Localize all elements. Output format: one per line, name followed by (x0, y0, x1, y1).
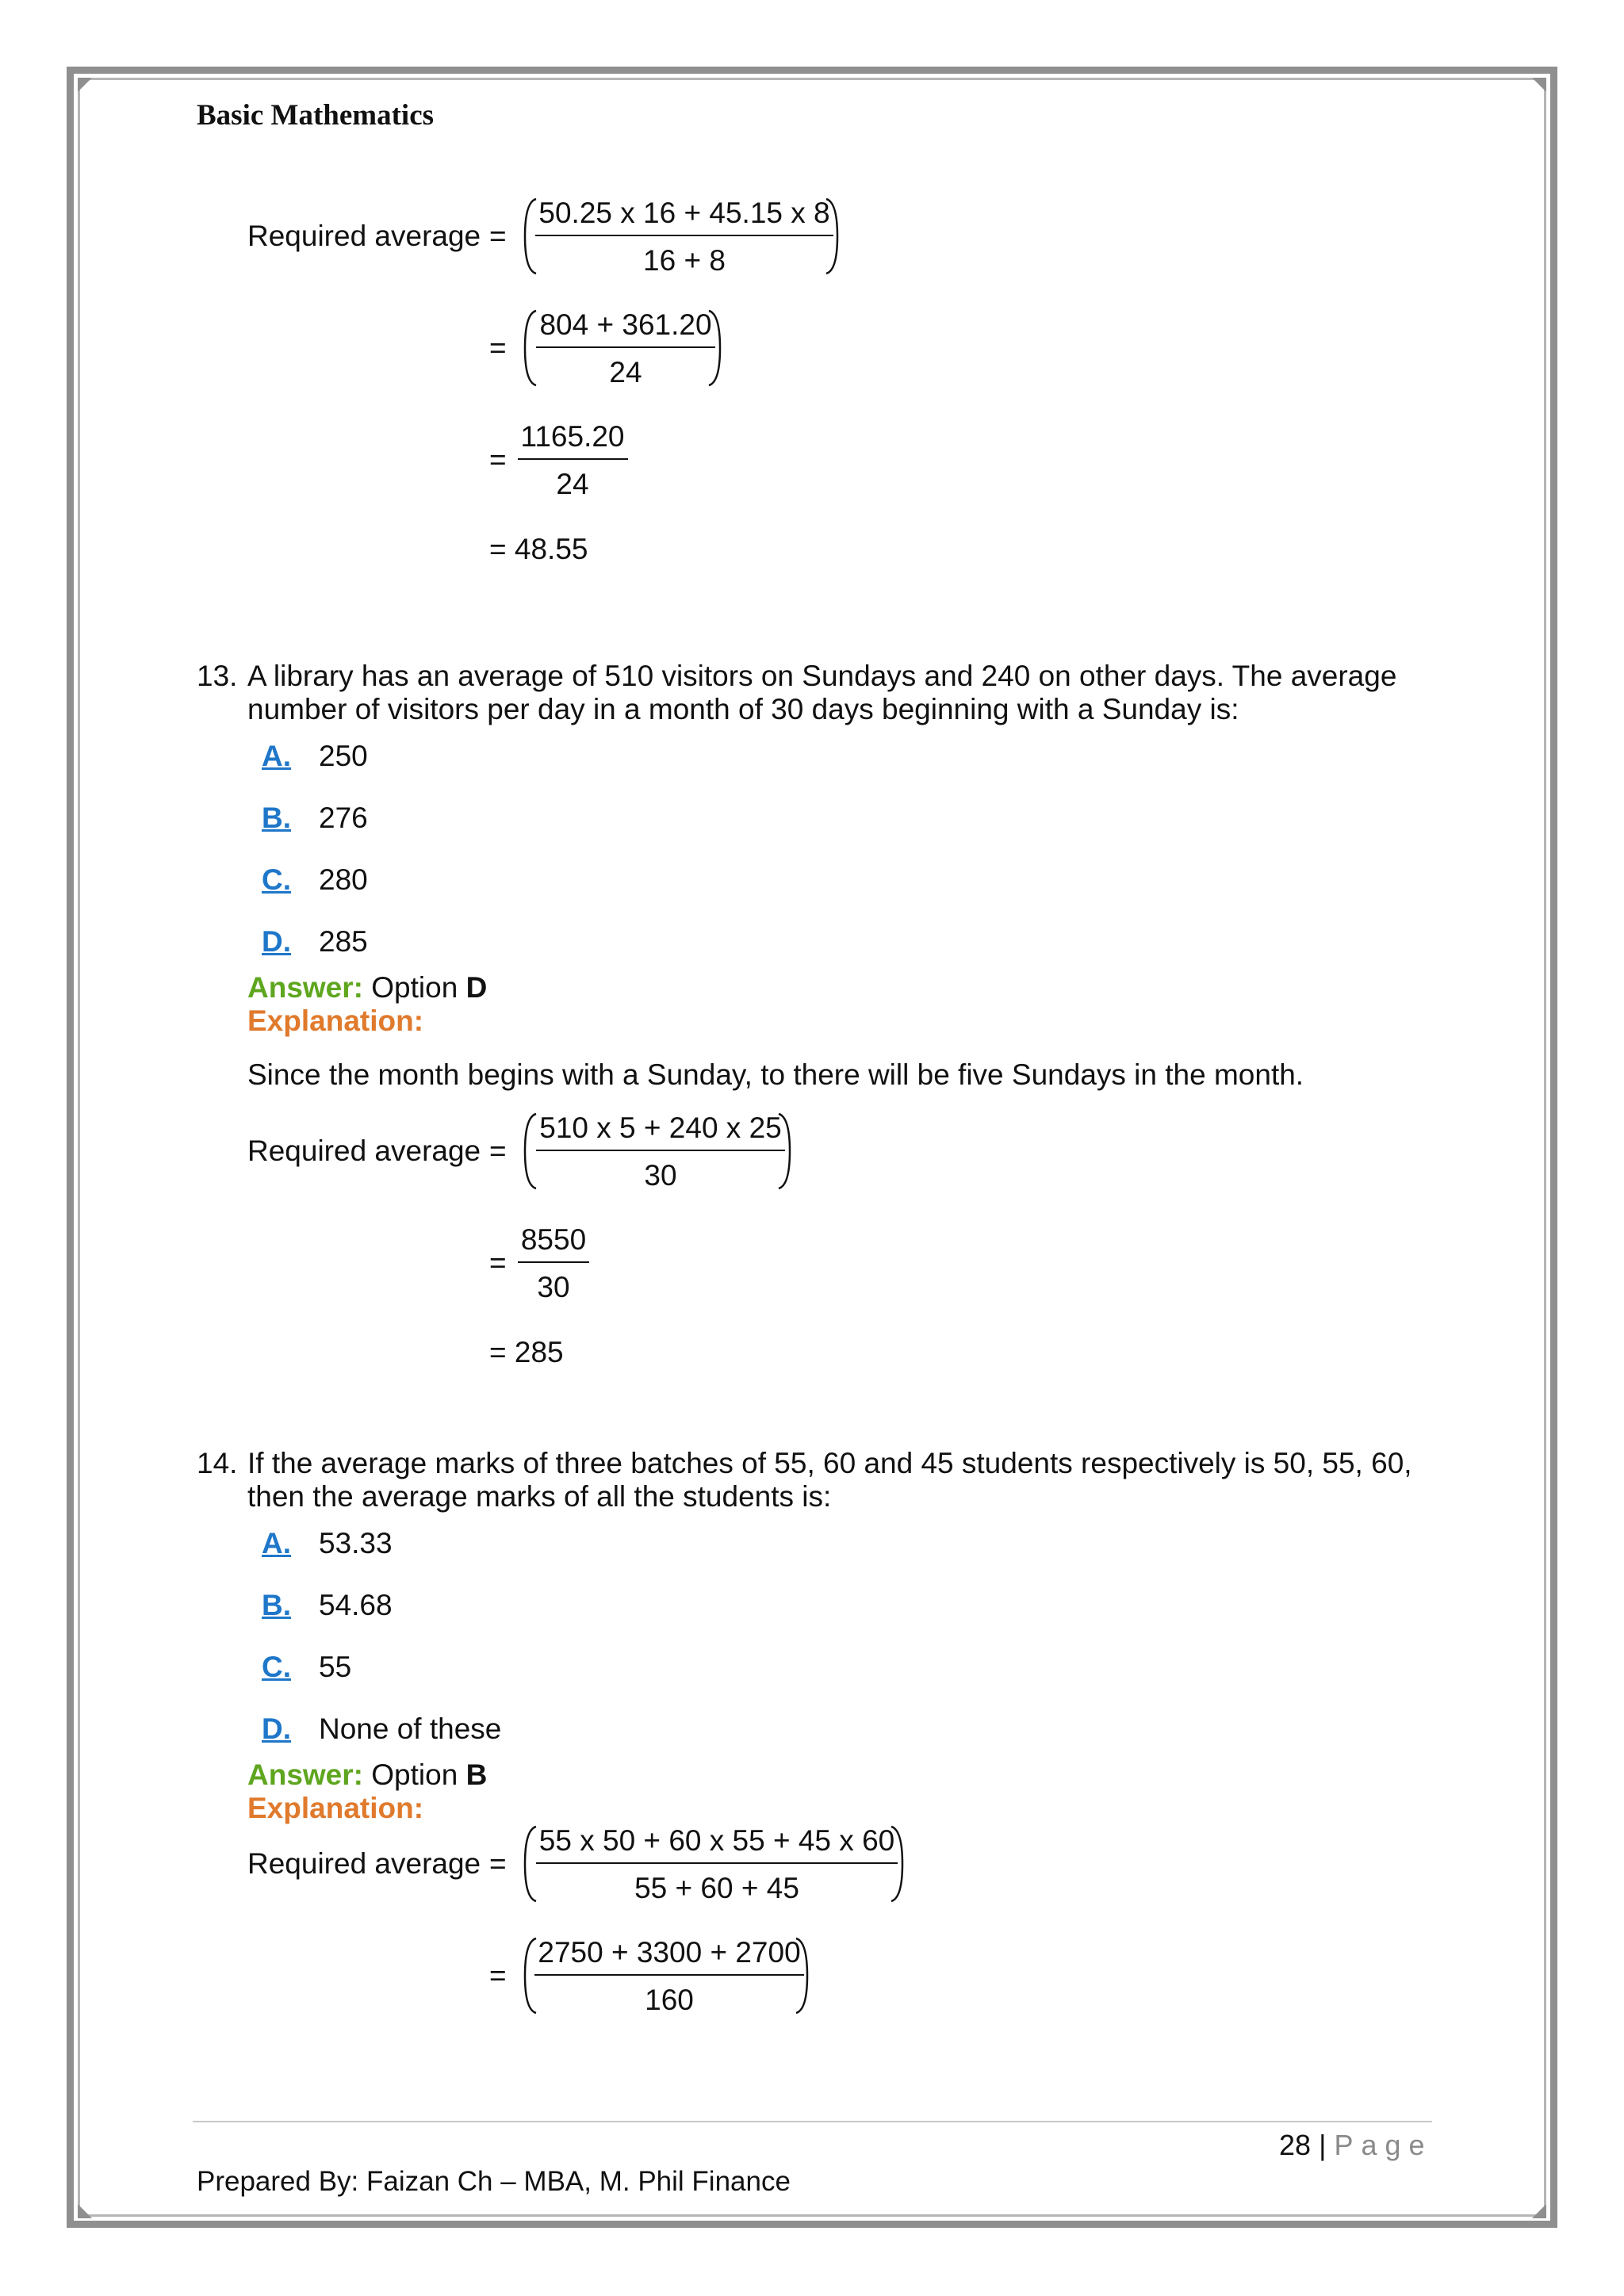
answer-text: Option (371, 1758, 458, 1791)
option-letter[interactable]: B. (262, 802, 291, 834)
q14-option-b[interactable] (262, 1588, 291, 1623)
q12-fraction-1-denominator: 16 + 8 (643, 244, 726, 277)
option-letter[interactable]: A. (262, 740, 291, 772)
page-header-title: Basic Mathematics (197, 99, 435, 132)
q13-option-a[interactable] (262, 739, 291, 774)
q12-fraction-3-denominator: 24 (556, 468, 589, 500)
corner-mark-bottom-right (1529, 2201, 1546, 2218)
q13-option-a-value: 250 (319, 740, 368, 772)
option-letter[interactable]: C. (262, 863, 291, 896)
footer-divider (193, 2121, 1432, 2122)
q13-equals-2: = (489, 1246, 507, 1279)
right-paren (823, 196, 842, 277)
q12-required-average-label: Required average (247, 220, 481, 252)
q13-option-c-value: 280 (319, 863, 368, 896)
q13-explanation-label (247, 1004, 423, 1039)
q12-fraction-1-numerator: 50.25 x 16 + 45.15 x 8 (535, 197, 833, 236)
q13-result: = 285 (489, 1336, 564, 1368)
q13-option-d[interactable] (262, 924, 291, 959)
q13-fraction-2 (519, 1223, 588, 1304)
q12-fraction-2-denominator: 24 (609, 356, 642, 388)
corner-mark-top-left (78, 78, 95, 95)
q13-fraction-1-denominator: 30 (644, 1159, 677, 1192)
answer-text: Option (371, 971, 458, 1004)
q12-result: = 48.55 (489, 533, 588, 565)
q14-number: 14. (197, 1447, 238, 1479)
q12-equals-3: = (489, 443, 507, 476)
right-paren (888, 1823, 907, 1904)
option-letter[interactable]: D. (262, 1712, 291, 1745)
q13-equals-1: = (489, 1135, 507, 1167)
q13-fraction-2-numerator: 8550 (518, 1223, 589, 1263)
q14-option-b-value: 54.68 (319, 1589, 393, 1621)
q13-explanation-text: Since the month begins with a Sunday, to there will be five Sundays in the month. (247, 1058, 1304, 1091)
q12-fraction-1 (539, 197, 829, 277)
q14-question-line-2: then the average marks of all the students is: (247, 1480, 832, 1513)
q14-fraction-1 (539, 1824, 894, 1905)
right-paren (793, 1935, 812, 2016)
page-number-block (1279, 2129, 1433, 2162)
corner-mark-bottom-left (78, 2201, 95, 2218)
answer-option: D (465, 971, 488, 1004)
q13-fraction-1-numerator: 510 x 5 + 240 x 25 (536, 1112, 785, 1151)
q12-fraction-2-numerator: 804 + 361.20 (536, 308, 714, 348)
q14-required-average-label: Required average (247, 1847, 481, 1880)
q12-equals-1: = (489, 220, 507, 252)
answer-label: Answer: (247, 1758, 363, 1791)
option-letter[interactable]: D. (262, 925, 291, 958)
q14-option-a[interactable] (262, 1526, 291, 1561)
q14-fraction-2-denominator: 160 (645, 1984, 694, 2016)
q13-option-b-value: 276 (319, 802, 368, 834)
q14-option-c-value: 55 (319, 1651, 352, 1683)
option-letter[interactable]: C. (262, 1651, 291, 1683)
q13-question-line-2: number of visitors per day in a month of 30 days beginning with a Sunday is: (247, 693, 1239, 725)
page-separator: | (1319, 2129, 1327, 2161)
q13-required-average-label: Required average (247, 1135, 481, 1167)
option-letter[interactable]: B. (262, 1589, 291, 1621)
q13-number: 13. (197, 660, 238, 692)
q14-explanation-label (247, 1791, 423, 1826)
q13-fraction-2-denominator: 30 (537, 1271, 570, 1303)
q13-answer (247, 970, 487, 1005)
option-letter[interactable]: A. (262, 1527, 291, 1559)
q12-fraction-3 (519, 420, 626, 501)
right-paren (706, 308, 725, 388)
q14-equals-2: = (489, 1959, 507, 1992)
q14-answer (247, 1758, 487, 1793)
q12-equals-2: = (489, 331, 507, 364)
q13-question-line-1: A library has an average of 510 visitors on Sundays and 240 on other days. The average (247, 660, 1397, 692)
q13-option-b[interactable] (262, 801, 291, 836)
q14-fraction-2 (539, 1936, 799, 2017)
explanation-label: Explanation: (247, 1792, 424, 1824)
q14-fraction-1-denominator: 55 + 60 + 45 (634, 1872, 799, 1904)
q12-fraction-2 (539, 308, 712, 389)
q14-option-a-value: 53.33 (319, 1527, 393, 1559)
q14-question-line-1: If the average marks of three batches of 55, 60 and 45 students respectively is 50, 55, 60, (247, 1447, 1412, 1479)
q14-option-c[interactable] (262, 1650, 291, 1685)
corner-mark-top-right (1529, 78, 1546, 95)
prepared-by: Prepared By: Faizan Ch – MBA, M. Phil Finance (197, 2166, 791, 2197)
answer-option: B (465, 1758, 488, 1791)
q14-option-d-value: None of these (319, 1712, 502, 1745)
right-paren (776, 1111, 795, 1192)
q14-option-d[interactable] (262, 1712, 291, 1747)
q12-fraction-3-numerator: 1165.20 (518, 420, 628, 460)
q14-fraction-2-numerator: 2750 + 3300 + 2700 (534, 1936, 803, 1976)
q13-fraction-1 (539, 1112, 782, 1192)
q14-equals-1: = (489, 1847, 507, 1880)
page-number: 28 (1279, 2129, 1312, 2161)
explanation-label: Explanation: (247, 1004, 424, 1037)
q13-option-c[interactable] (262, 863, 291, 897)
q13-option-d-value: 285 (319, 925, 368, 958)
answer-label: Answer: (247, 971, 363, 1004)
q14-fraction-1-numerator: 55 x 50 + 60 x 55 + 45 x 60 (536, 1824, 898, 1864)
page-word: Page (1334, 2129, 1433, 2161)
